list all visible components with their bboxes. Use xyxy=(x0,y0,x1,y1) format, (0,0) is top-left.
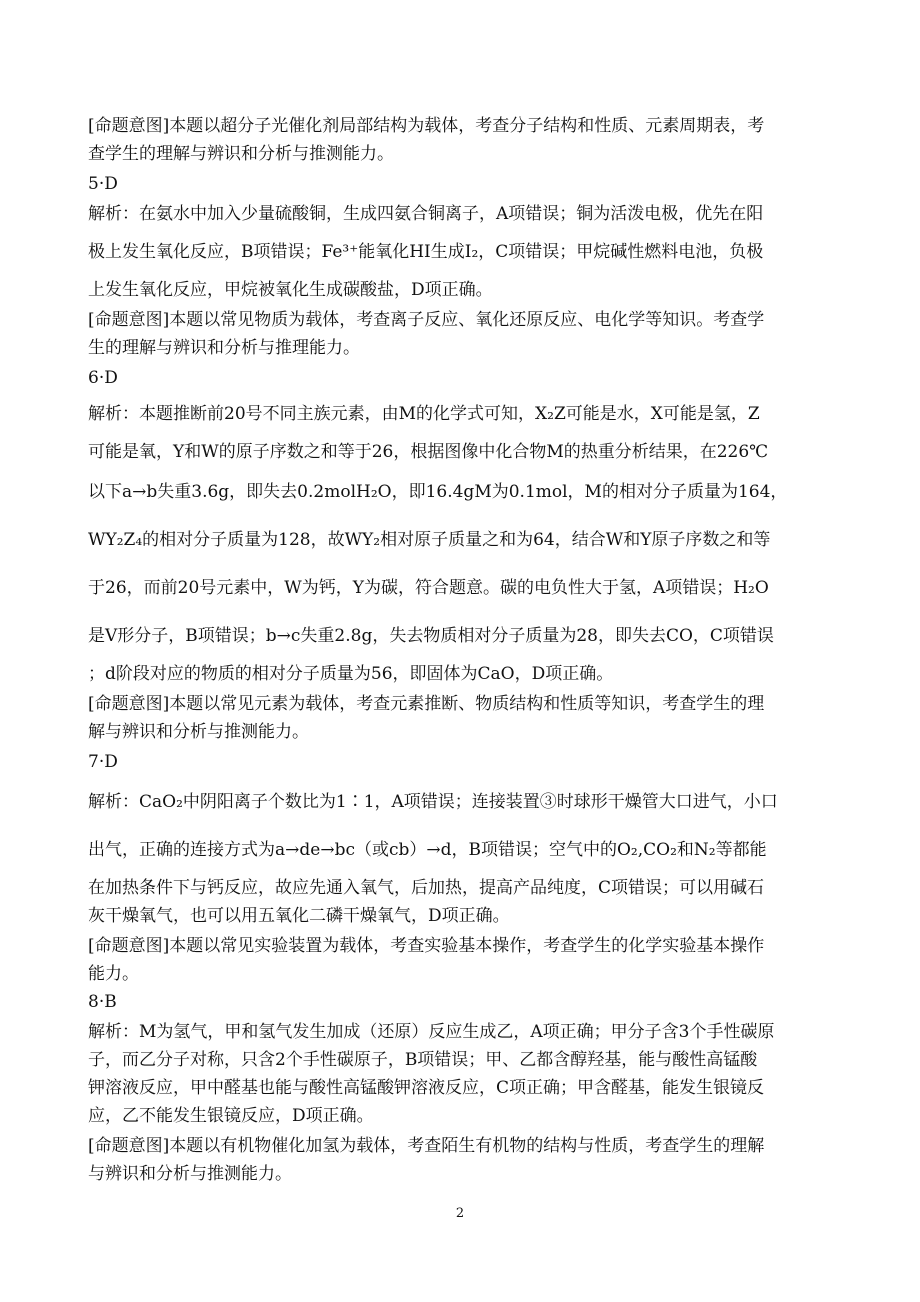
analysis-line: 于26，而前20号元素中，W为钙，Y为碳，符合题意。碳的电负性大于氢，A项错误；H₂O xyxy=(88,578,769,598)
intent-line: [命题意图]本题以常见实验装置为载体，考查实验基本操作，考查学生的化学实验基本操作 xyxy=(88,936,765,956)
analysis-line: 钾溶液反应，甲中醛基也能与酸性高锰酸钾溶液反应，C项正确；甲含醛基，能发生银镜反 xyxy=(88,1078,765,1098)
intent-line: [命题意图]本题以超分子光催化剂局部结构为载体，考查分子结构和性质、元素周期表，考 xyxy=(88,116,765,136)
intent-line: 能力。 xyxy=(88,964,139,984)
intent-line: 解与辨识和分析与推测能力。 xyxy=(88,722,309,742)
analysis-line: 解析：CaO₂中阴阳离子个数比为1∶1，A项错误；连接装置③时球形干燥管大口进气，小口 xyxy=(88,792,778,812)
analysis-line: 解析：M为氢气，甲和氢气发生加成（还原）反应生成乙，A项正确；甲分子含3个手性碳原 xyxy=(88,1022,775,1042)
answer-heading: 8·B xyxy=(88,992,117,1012)
intent-line: 查学生的理解与辨识和分析与推测能力。 xyxy=(88,144,394,164)
analysis-line: 解析：本题推断前20号不同主族元素，由M的化学式可知，X₂Z可能是水，X可能是氢，Z xyxy=(88,404,760,424)
analysis-line: 解析：在氨水中加入少量硫酸铜，生成四氨合铜离子，A项错误；铜为活泼电极，优先在阳 xyxy=(88,204,764,224)
analysis-line: 灰干燥氧气，也可以用五氧化二磷干燥氧气，D项正确。 xyxy=(88,906,510,926)
intent-line: [命题意图]本题以有机物催化加氢为载体，考查陌生有机物的结构与性质，考查学生的理解 xyxy=(88,1136,765,1156)
intent-line: [命题意图]本题以常见元素为载体，考查元素推断、物质结构和性质等知识，考查学生的理 xyxy=(88,694,765,714)
analysis-line: 以下a→b失重3.6g，即失去0.2molH₂O，即16.4gM为0.1mol，M的相对分子质量为164， xyxy=(88,482,788,502)
intent-line: 与辨识和分析与推测能力。 xyxy=(88,1164,292,1184)
answer-heading: 6·D xyxy=(88,368,118,388)
analysis-line: 可能是氧，Y和W的原子序数之和等于26，根据图像中化合物M的热重分析结果，在226℃ xyxy=(88,442,769,462)
analysis-line: 在加热条件下与钙反应，故应先通入氧气，后加热，提高产品纯度，C项错误；可以用碱石 xyxy=(88,878,765,898)
analysis-line: 上发生氧化反应，甲烷被氧化生成碳酸盐，D项正确。 xyxy=(88,280,493,300)
analysis-line: 出气，正确的连接方式为a→de→bc（或cb）→d，B项错误；空气中的O₂,CO₂和N₂等都能 xyxy=(88,840,767,860)
intent-line: 生的理解与辨识和分析与推理能力。 xyxy=(88,338,360,358)
analysis-line: 子，而乙分子对称，只含2个手性碳原子，B项错误；甲、乙都含醇羟基，能与酸性高锰酸 xyxy=(88,1050,758,1070)
analysis-line: 应，乙不能发生银镜反应，D项正确。 xyxy=(88,1106,374,1126)
analysis-line: ；d阶段对应的物质的相对分子质量为56，即固体为CaO，D项正确。 xyxy=(88,664,614,684)
analysis-line: 是V形分子，B项错误；b→c失重2.8g，失去物质相对分子质量为28，即失去CO，C项错误 xyxy=(88,626,774,646)
answer-heading: 5·D xyxy=(88,174,118,194)
answer-heading: 7·D xyxy=(88,752,118,772)
page-number: 2 xyxy=(455,1206,465,1221)
intent-line: [命题意图]本题以常见物质为载体，考查离子反应、氧化还原反应、电化学等知识。考查学 xyxy=(88,310,765,330)
analysis-line: WY₂Z₄的相对分子质量为128，故WY₂相对原子质量之和为64，结合W和Y原子序数之和等 xyxy=(88,530,771,550)
analysis-line: 极上发生氧化反应，B项错误；Fe³⁺能氧化HI生成I₂，C项错误；甲烷碱性燃料电池，负极 xyxy=(88,242,764,262)
